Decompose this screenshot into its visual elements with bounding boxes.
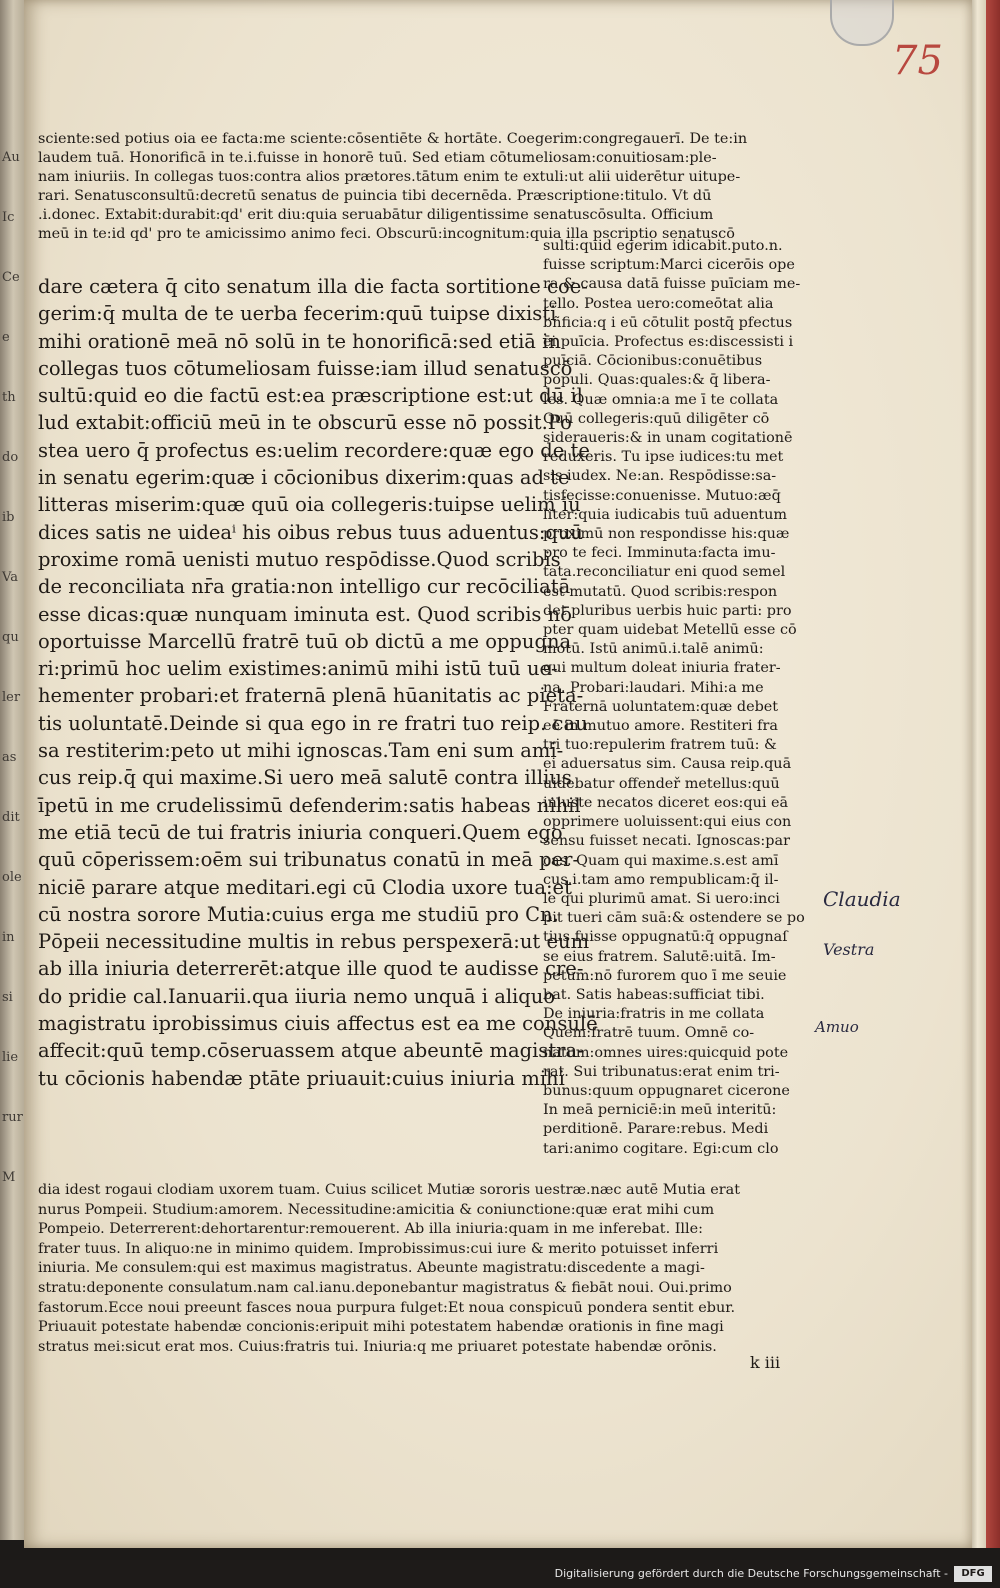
text-line: ri:primū hoc uelim existimes:animū mihi istū tuū ue- <box>38 657 558 681</box>
commentary-line: fastorum.Ecce noui preeunt fasces noua purpura fulget:Et noua conspicuū pondera sentit ebur. <box>38 1299 736 1316</box>
commentary-line: Priuauit potestate habendæ concionis:eripuit mihi potestatem habendæ orationis in fine magi <box>38 1319 724 1336</box>
text-line: quū cōperissem:oēm sui tribunatus conatū in meā per- <box>38 848 580 872</box>
commentary-line: stratus mei:sicut erat mos. Cuius:fratris tui. Iniuria:q me priuaret potestate habendæ orōnis. <box>38 1338 717 1355</box>
commentary-line: sulti:quid egerim idicabit.puto.n. <box>543 238 783 254</box>
commentary-line: iniuria. Me consulem:qui est maximus magistratus. Abeunte magistratu:discedente a magi- <box>38 1260 705 1277</box>
left-page-edge <box>0 0 24 1540</box>
text-line: tu cōcionis habendæ ptāte priuauit:cuius iniuria mihi <box>38 1066 565 1090</box>
commentary-line: tata.reconciliatur eni quod semel <box>543 564 786 581</box>
commentary-line: sensu fuisset necati. Ignoscas:par <box>543 833 790 850</box>
text-line: me etiā tecū de tui fratris iniuria conqueri.Quem ego <box>38 820 563 844</box>
commentary-line: Pompeio. Deterrerent:dehortarentur:remouerent. Ab illa iniuria:quam in me inferebat. Ille: <box>38 1221 703 1238</box>
text-line: sa restiterim:peto ut mihi ignoscas.Tam eni sum ami- <box>38 739 564 763</box>
commentary-line: na. Probari:laudari. Mihi:a me <box>543 679 764 696</box>
page-number: 75 <box>892 38 943 84</box>
text-line: dices satis ne uideaⁱ his oibus rebus tuus aduentus:quū <box>38 520 583 544</box>
text-line: dare cætera q̄ cito senatum illa die facta sortitione coe- <box>38 275 588 298</box>
left-page-fragment: si <box>2 990 13 1005</box>
commentary-line: cas. Quam qui maxime.s.est amī <box>543 852 779 869</box>
left-page-fragment: th <box>2 390 16 405</box>
left-page-fragment: Au <box>2 150 20 165</box>
commentary-line: pro te feci. Imminuta:facta imu- <box>543 545 776 562</box>
commentary-line: nurus Pompeii. Studium:amorem. Necessitudine:amicitia & coniunctione:quæ erat mihi cum <box>38 1201 715 1218</box>
commentary-line: motū. Istū animū.i.talē animū: <box>543 641 764 658</box>
commentary-line: In meā perniciē:in meū interitū: <box>543 1102 777 1119</box>
text-line: do pridie cal.Ianuarii.qua iiuria nemo unquā i aliquo <box>38 984 556 1008</box>
commentary-line: sis iudex. Ne:an. Respōdisse:sa- <box>543 468 777 485</box>
commentary-line: rari. Senatusconsultū:decretū senatus de puincia tibi decernēda. Præscriptione:titulo. Vt dū <box>38 188 712 205</box>
text-line: cus reip.q̄ qui maxime.Si uero meā salutē contra illius <box>38 766 572 790</box>
commentary-line: se eius fratrem. Salutē:uitā. Im- <box>543 948 776 965</box>
left-page-fragment: do <box>2 450 19 465</box>
text-line: esse dicas:quæ nunquam iminuta est. Quod scribis nō <box>38 602 572 626</box>
commentary-line: reduxeris. Tu ipse iudices:tu met <box>543 449 784 466</box>
left-page-fragment: ole <box>2 870 22 885</box>
commentary-line: est mutatū. Quod scribis:respon <box>543 583 778 600</box>
commentary-line: proximū non respondisse his:quæ <box>543 526 790 543</box>
text-line: gerim:q̄ multa de te uerba fecerim:quū tuipse dixisti <box>38 302 557 326</box>
dfg-logo: DFG <box>954 1566 992 1582</box>
commentary-line: dia idest rogaui clodiam uxorem tuam. Cuius scilicet Mutiæ sororis uestræ.næc autē Mutia erat <box>38 1182 741 1198</box>
commentary-line: petum:nō furorem quo ī me seuie <box>543 967 787 984</box>
text-line: de reconciliata nr̄a gratia:non intelligo cur recōciliatā <box>38 575 571 599</box>
signature-mark: k iii <box>750 1353 781 1372</box>
text-line: lud extabit:officiū meū in te obscurū esse nō possit.Po <box>38 411 572 435</box>
commentary-line: pter quam uidebat Metellū esse cō <box>543 622 797 639</box>
footer-credit: Digitalisierung gefördert durch die Deutsche Forschungsgemeinschaft - <box>554 1567 948 1580</box>
text-line: Pōpeii necessitudine multis in rebus perspexerā:ut eum <box>38 930 590 954</box>
commentary-line: De iniuria:fratris in me collata <box>543 1006 765 1023</box>
commentary-top <box>38 130 813 245</box>
commentary-line: ra & causa datā fuisse puīciam me- <box>543 276 801 293</box>
left-page-fragment: dit <box>2 810 20 825</box>
commentary-line: Fraternā uoluntatem:quæ debet <box>543 698 779 715</box>
handwritten-note-amuo: Amuo <box>815 1018 859 1036</box>
text-line: niciē parare atque meditari.egi cū Clodia uxore tua:et <box>38 875 572 899</box>
commentary-line: les. Quæ omnia:a me ī te collata <box>543 391 779 408</box>
commentary-line: meū in te:id qd' pro te amicissimo animo feci. Obscurū:incognitum:quia illa pscriptio senatuscō <box>38 226 735 243</box>
commentary-line: pit tueri cām suā:& ostendere se po <box>543 910 805 927</box>
text-line: īpetū in me crudelissimū defenderim:satis habeas nihil <box>38 793 581 817</box>
commentary-line: rat. Sui tribunatus:erat enim tri- <box>543 1063 780 1080</box>
commentary-line: stratu:deponente consulatum.nam cal.ianu.deponebantur magistratus & fiebāt noui. Oui.primo <box>38 1279 732 1296</box>
commentary-line: Quem:fratrē tuum. Omnē co- <box>543 1025 755 1042</box>
left-page-fragment: Ce <box>2 270 20 285</box>
commentary-bottom <box>38 1181 823 1357</box>
commentary-line: uidebatur offendeř metellus:quū <box>543 775 780 792</box>
commentary-line: bunus:quum oppugnaret cicerone <box>543 1082 790 1099</box>
commentary-right <box>543 237 823 1159</box>
commentary-line: nam iniuriis. In collegas tuos:contra alios prætores.tātum enim te extuli:ut alii uiderētur uitupe- <box>38 169 741 186</box>
text-line: collegas tuos cōtumeliosam fuisse:iam illud senatuscō <box>38 356 573 380</box>
commentary-line: ei aduersatus sim. Causa reip.quā <box>543 756 792 773</box>
commentary-line: fuisse scriptum:Marci cicerōis ope <box>543 257 795 274</box>
left-page-fragment: Ic <box>2 210 15 225</box>
text-line: mihi orationē meā nō solū in te honorificā:sed etiā in <box>38 329 561 353</box>
text-line: oportuisse Marcellū fratrē tuū ob dictū a me oppugna <box>38 629 572 653</box>
commentary-line: det pluribus uerbis huic parti: pro <box>543 602 792 619</box>
commentary-line: Quū collegeris:quū diligēter cō <box>543 410 770 427</box>
commentary-line: bñficia:q i eū cōtulit postq̄ pfectus <box>543 314 793 331</box>
commentary-line: sideraueris:& in unam cogitationē <box>543 430 793 447</box>
commentary-line: qui multum doleat iniuria frater- <box>543 660 781 677</box>
handwritten-note-claudia: Claudia <box>823 887 901 911</box>
text-line: litteras miserim:quæ quū oia collegeris:tuipse uelim iu <box>38 493 581 517</box>
text-line: tis uoluntatē.Deinde si qua ego in re fratri tuo reip. cau <box>38 711 588 735</box>
commentary-line: frater tuus. In aliquo:ne in minimo quidem. Improbissimus:cui iure & merito potuisset inferri <box>38 1240 719 1257</box>
commentary-line: tello. Postea uero:comeōtat alia <box>543 295 774 312</box>
commentary-line: tisfecisse:conuenisse. Mutuo:æq̄ <box>543 487 781 504</box>
commentary-line: sciente:sed potius oia ee facta:me sciente:cōsentiēte & hortāte. Coegerim:congregauerī. De te:in <box>38 131 748 147</box>
commentary-line: .i.donec. Extabit:durabit:qd' erit diu:quia seruabātur diligentissime senatuscōsulta. Officium <box>38 207 714 224</box>
commentary-line: laudem tuā. Honorificā in te.i.fuisse in honorē tuū. Sed etiam cōtumeliosam:conuitiosam:ple- <box>38 150 717 167</box>
commentary-line: liter:quia iudicabis tuū aduentum <box>543 506 788 523</box>
commentary-line: tius fuisse oppugnatū:q̄ oppugnaſ <box>543 929 788 946</box>
text-line: proxime romā uenisti mutuo respōdisse.Quod scribis <box>38 547 561 571</box>
commentary-line: iniuste necatos diceret eos:qui eā <box>543 794 789 811</box>
text-line: cū nostra sorore Mutia:cuius erga me studiū pro Cn. <box>38 902 559 926</box>
left-page-fragment: lie <box>2 1050 19 1065</box>
text-line: in senatu egerim:quæ i cōcionibus dixerim:quas ad te <box>38 466 570 490</box>
handwritten-note-vestra: Vestra <box>823 940 875 959</box>
commentary-line: perditionē. Parare:rebus. Medi <box>543 1121 769 1138</box>
left-page-fragment: Va <box>2 570 18 585</box>
commentary-line: populi. Quas:quales:& q̄ libera- <box>543 372 771 389</box>
commentary-line: cus.i.tam amo rempublicam:q̄ il- <box>543 871 779 888</box>
commentary-line: bat. Satis habeas:sufficiat tibi. <box>543 986 765 1003</box>
left-page-fragment: in <box>2 930 15 945</box>
commentary-line: puīciā. Cōcionibus:conuētibus <box>543 353 763 370</box>
red-book-edge <box>986 0 1000 1548</box>
left-page-fragment: e <box>2 330 10 345</box>
left-page-fragment: ler <box>2 690 21 705</box>
commentary-line: natum:omnes uires:quicquid pote <box>543 1044 789 1061</box>
text-line: stea uero q̄ profectus es:uelim recordere:quæ ego de te <box>38 438 590 462</box>
commentary-line: tari:animo cogitare. Egi:cum clo <box>543 1140 779 1157</box>
left-page-fragment: M <box>2 1170 16 1185</box>
commentary-line: le qui plurimū amat. Si uero:inci <box>543 890 780 907</box>
footer-bar <box>0 1560 1000 1588</box>
text-line: sultū:quid eo die factū est:ea præscriptione est:ut dū il <box>38 384 583 408</box>
commentary-line: tri tuo:repulerim fratrem tuū: & <box>543 737 777 754</box>
page-stack-edge <box>972 0 986 1548</box>
left-page-fragment: as <box>2 750 17 765</box>
main-text <box>38 273 598 1092</box>
commentary-line: eē in mutuo amore. Restiteri fra <box>543 718 778 735</box>
text-line: hementer probari:et fraternā plenā hūanitatis ac pieta- <box>38 684 584 708</box>
left-page-fragment: ib <box>2 510 15 525</box>
left-page-fragment: qu <box>2 630 19 645</box>
text-line: ab illa iniuria deterrerēt:atque ille quod te audisse cre- <box>38 957 584 981</box>
commentary-line: opprimere uoluissent:qui eius con <box>543 814 792 831</box>
text-line: magistratu iprobissimus ciuis affectus est ea me consulē <box>38 1012 598 1036</box>
left-page-fragment: rur <box>2 1110 23 1125</box>
text-line: affecit:quū temp.cōseruassem atque abeuntē magistra- <box>38 1039 584 1063</box>
commentary-line: ēi puīcia. Profectus es:discessisti i <box>543 334 794 351</box>
